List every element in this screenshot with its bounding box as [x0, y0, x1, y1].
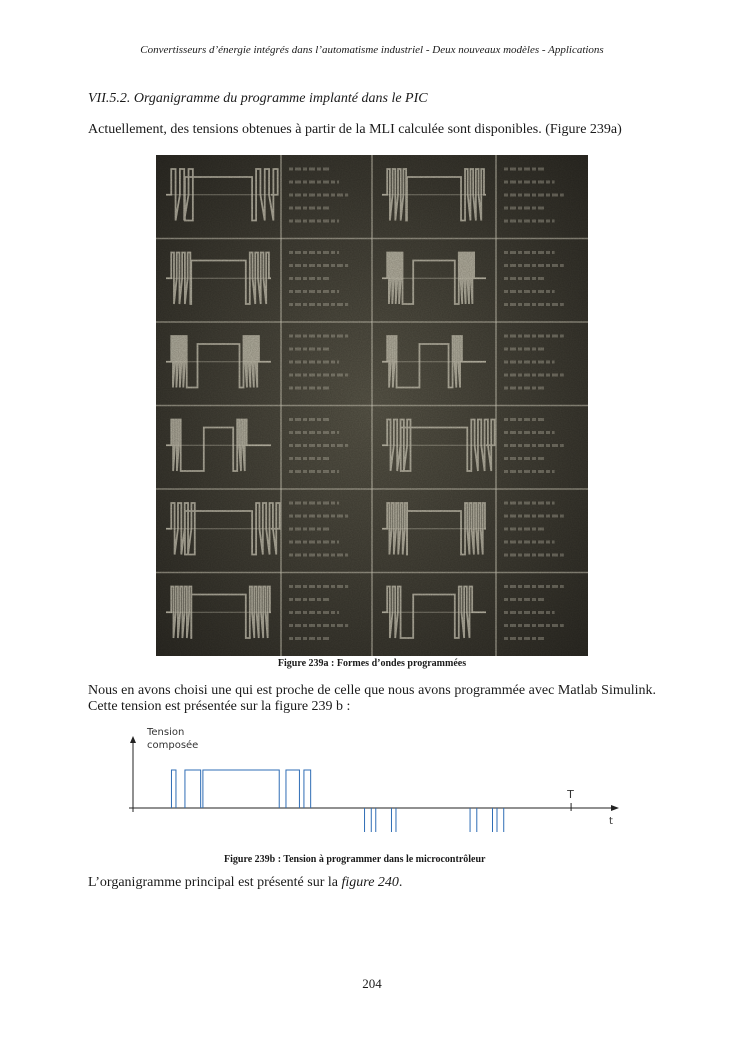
figure-239a-caption: Figure 239a : Formes d’ondes programmées	[277, 658, 467, 669]
figure-239b-caption: Figure 239b : Tension à programmer dans le microcontrôleur	[224, 854, 486, 865]
negative-pulse-3	[396, 808, 470, 832]
positive-pulse-1	[171, 770, 175, 808]
negative-pulse-2	[376, 808, 392, 832]
x-axis-arrow	[611, 805, 619, 811]
x-axis-label: t	[609, 816, 613, 827]
figure-239a-photo	[156, 155, 588, 656]
period-label: T	[567, 788, 574, 801]
paragraph-intro: Actuellement, des tensions obtenues à partir de la MLI calculée sont disponibles. (Figure 239a)	[88, 122, 622, 137]
voltage-plot	[125, 726, 625, 832]
y-axis-arrow	[130, 736, 136, 743]
positive-pulse-3	[203, 770, 279, 808]
negative-pulse-5	[497, 808, 504, 832]
positive-pulse-2	[185, 770, 201, 808]
section-title: VII.5.2. Organigramme du programme implanté dans le PIC	[88, 91, 428, 106]
conclusion-end: .	[398, 875, 403, 890]
positive-pulse-4	[286, 770, 299, 808]
photo-grain	[156, 155, 588, 656]
y-axis-label-line2: composée	[147, 740, 199, 751]
page-number: 204	[362, 976, 382, 991]
running-header: Convertisseurs d’énergie intégrés dans l’automatisme industriel - Deux nouveaux modèles - Applications	[140, 44, 604, 56]
positive-pulse-5	[304, 770, 311, 808]
paragraph-conclusion	[88, 875, 656, 891]
figure-240-reference[interactable]: figure 240	[341, 875, 399, 890]
y-axis-label-line1: Tension	[147, 727, 185, 738]
signal-pulses	[171, 770, 503, 832]
paragraph-choice: Nous en avons choisi une qui est proche de celle que nous avons programmée avec Matlab Simulink. Cette tension est présentée sur la figure 239 b :	[88, 683, 656, 714]
negative-pulse-1	[365, 808, 372, 832]
negative-pulse-4	[477, 808, 493, 832]
conclusion-text: L’organigramme principal est présenté sur la	[88, 875, 342, 890]
waveform-table-photo	[156, 155, 588, 656]
figure-239b-chart	[125, 726, 625, 832]
